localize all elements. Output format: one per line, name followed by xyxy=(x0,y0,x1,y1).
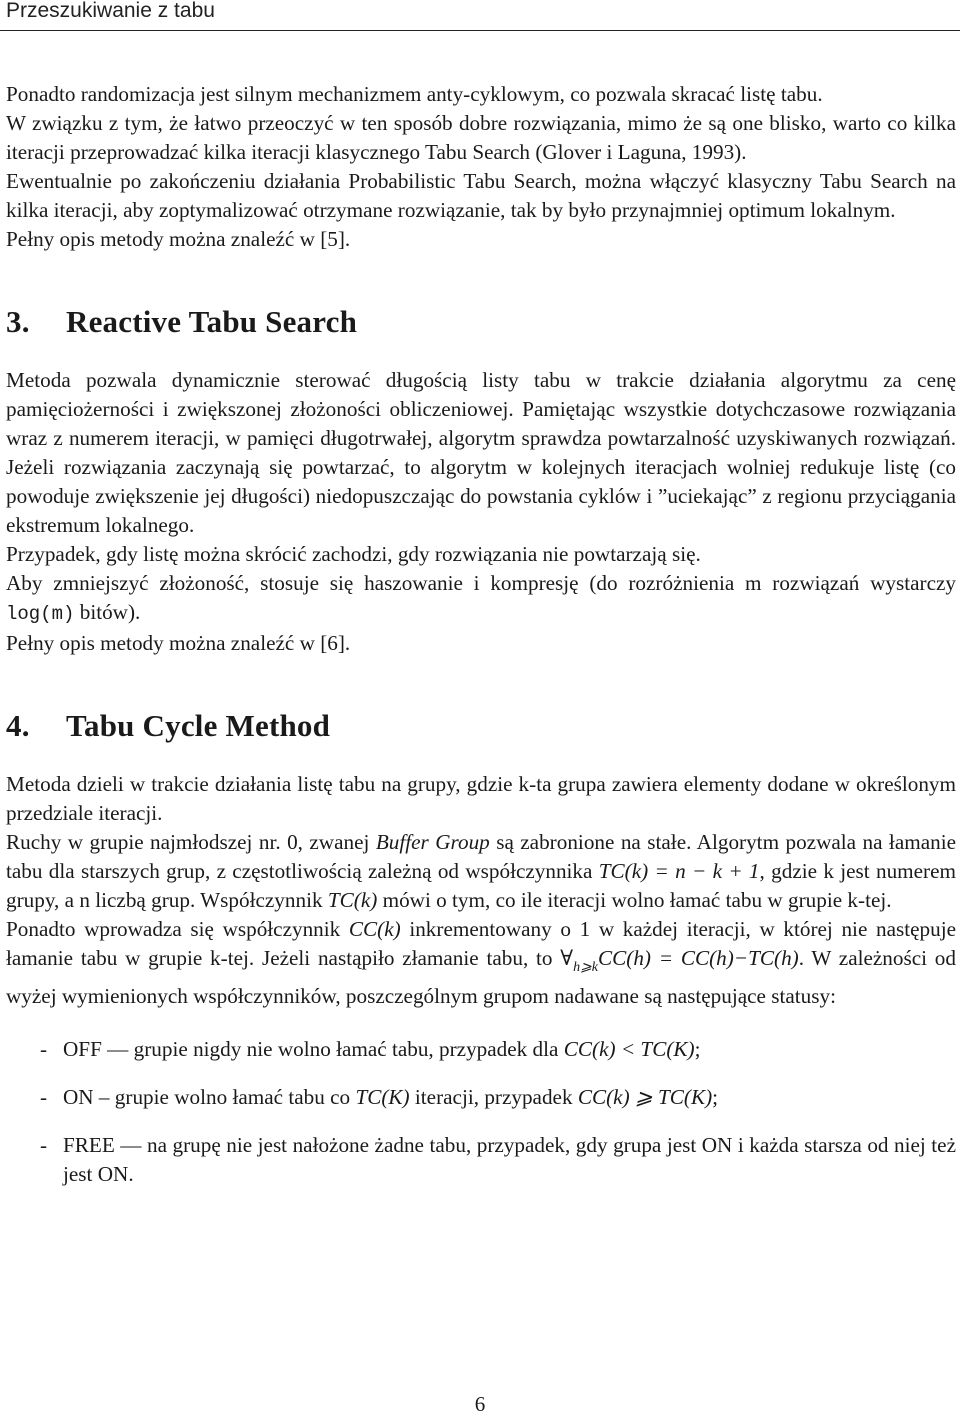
section-4-p3-b: inkrementowany o 1 w każdej iteracji, w której nie następuje łamanie tabu w grupie k-tej. Jeżeli nastąpiło złamanie tabu, to xyxy=(6,917,957,970)
list-dash: - xyxy=(40,1037,48,1061)
page-content xyxy=(6,80,956,1208)
list-item xyxy=(6,1131,956,1189)
tc-symbol: TC(k) xyxy=(327,888,378,912)
section-4-p2-a: Ruchy w grupie najmłodszej nr. 0, zwanej xyxy=(6,830,376,854)
page-number: 6 xyxy=(474,1392,486,1416)
buffer-group-term: Buffer Group xyxy=(375,830,490,854)
intro-paragraph-4: Pełny opis metody można znaleźć w [5]. xyxy=(6,227,351,251)
section-3-paragraph-1: Metoda pozwala dynamicznie sterować długością listy tabu w trakcie działania algorytmu za cenę pamięciożerności i zwiększonej złożoności obliczeniowej. Pamiętając wszystkie dotychczasowe rozwiązania wraz z numerem iteracji, w pamięci długotrwałej, algorytm sprawdza powtarzalność uzyskiwanych rozwiązań. Jeżeli rozwiązania zaczynają się powtarzać, to algorytm w kolejnych iteracjach wolniej redukuje listę (co powoduje zwiększenie jej długości) niedopuszczając do powstania cyklów i ”uciekając” z regionu przyciągania ekstremum lokalnego. xyxy=(6,368,956,537)
tc-formula: TC(k) = n − k + 1 xyxy=(598,859,760,883)
list-item-text: ON – grupie wolno łamać tabu co xyxy=(63,1085,356,1109)
section-4-p3-c: . W zależności od wyżej wymienionych współczynników, poszczególnym grupom nadawane są następujące statusy: xyxy=(6,946,956,1008)
intro-paragraph-1: Ponadto randomizacja jest silnym mechanizmem anty-cyklowym, co pozwala skracać listę tabu. xyxy=(6,82,823,106)
section-4-p2-d: mówi o tym, co ile iteracji wolno łamać tabu w grupie k-tej. xyxy=(377,888,892,912)
section-4-title: Tabu Cycle Method xyxy=(66,708,331,743)
section-4-heading xyxy=(6,682,956,770)
list-item-text: OFF — grupie nigdy nie wolno łamać tabu, przypadek dla xyxy=(63,1037,564,1061)
section-4-p2-b: są zabronione na stałe. Algorytm pozwala na łamanie tabu dla starszych grup, z częstotliwością zależną od współczynnika xyxy=(6,830,956,883)
page-header-title: Przeszukiwanie z tabu xyxy=(6,0,215,22)
section-3-p3-after: bitów). xyxy=(74,600,141,624)
list-item-math: TC(K) xyxy=(355,1085,410,1109)
list-item-math: CC(k) < TC(K) xyxy=(563,1037,695,1061)
list-item-tail-2: ; xyxy=(712,1085,719,1109)
section-3-paragraph-3 xyxy=(6,569,956,629)
status-list xyxy=(6,1035,956,1189)
section-3-heading xyxy=(6,278,956,366)
list-item-tail: ; xyxy=(694,1037,701,1061)
list-item xyxy=(6,1083,956,1112)
section-3-paragraph-2: Przypadek, gdy listę można skrócić zachodzi, gdy rozwiązania nie powtarzają się. xyxy=(6,542,701,566)
list-dash: - xyxy=(40,1085,48,1109)
section-4-paragraph-2 xyxy=(6,828,956,915)
list-item-text: FREE — na grupę nie jest nałożone żadne tabu, przypadek, gdy grupa jest ON i każda starsza od niej też jest ON. xyxy=(63,1133,956,1186)
list-dash: - xyxy=(40,1133,48,1157)
section-4-p3-a: Ponadto wprowadza się współczynnik xyxy=(6,917,349,941)
list-item-tail: iteracji, przypadek xyxy=(409,1085,578,1109)
intro-paragraph-2: W związku z tym, że łatwo przeoczyć w ten sposób dobre rozwiązania, mimo że są one blisko, warto co kilka iteracji przeprowadzać kilka iteracji klasycznego Tabu Search (Glover i Laguna, 1993). xyxy=(6,111,956,164)
forall-symbol: ∀ xyxy=(560,946,574,970)
section-3-number: 3. xyxy=(6,304,30,339)
section-4-number: 4. xyxy=(6,708,30,743)
header-rule xyxy=(0,30,960,31)
section-3-paragraph-4: Pełny opis metody można znaleźć w [6]. xyxy=(6,631,351,655)
intro-paragraph-3: Ewentualnie po zakończeniu działania Probabilistic Tabu Search, można włączyć klasyczny Tabu Search na kilka iteracji, aby zoptymalizować otrzymane rozwiązanie, tak by było przynajmniej optimum lokalnym. xyxy=(6,169,956,222)
section-3-p3-code: log(m) xyxy=(6,603,75,625)
section-4-paragraph-1: Metoda dzieli w trakcie działania listę tabu na grupy, gdzie k-ta grupa zawiera elementy dodane w określonym przedziale iteracji. xyxy=(6,772,956,825)
section-3-p3-before: Aby zmniejszyć złożoność, stosuje się haszowanie i kompresję (do rozróżnienia m rozwiązań wystarczy xyxy=(6,571,956,595)
section-4-paragraph-3 xyxy=(6,915,956,1011)
cc-update-formula: CC(h) = CC(h)−TC(h) xyxy=(598,946,799,970)
section-3-title: Reactive Tabu Search xyxy=(66,304,358,339)
cc-symbol: CC(k) xyxy=(348,917,401,941)
forall-subscript: h⩾k xyxy=(573,960,599,975)
list-item xyxy=(6,1035,956,1064)
list-item-math-2: CC(k) ⩾ TC(K) xyxy=(577,1085,713,1109)
section-4-p2-c: , gdzie k jest numerem grupy, a n liczbą grup. Współczynnik xyxy=(6,859,956,912)
